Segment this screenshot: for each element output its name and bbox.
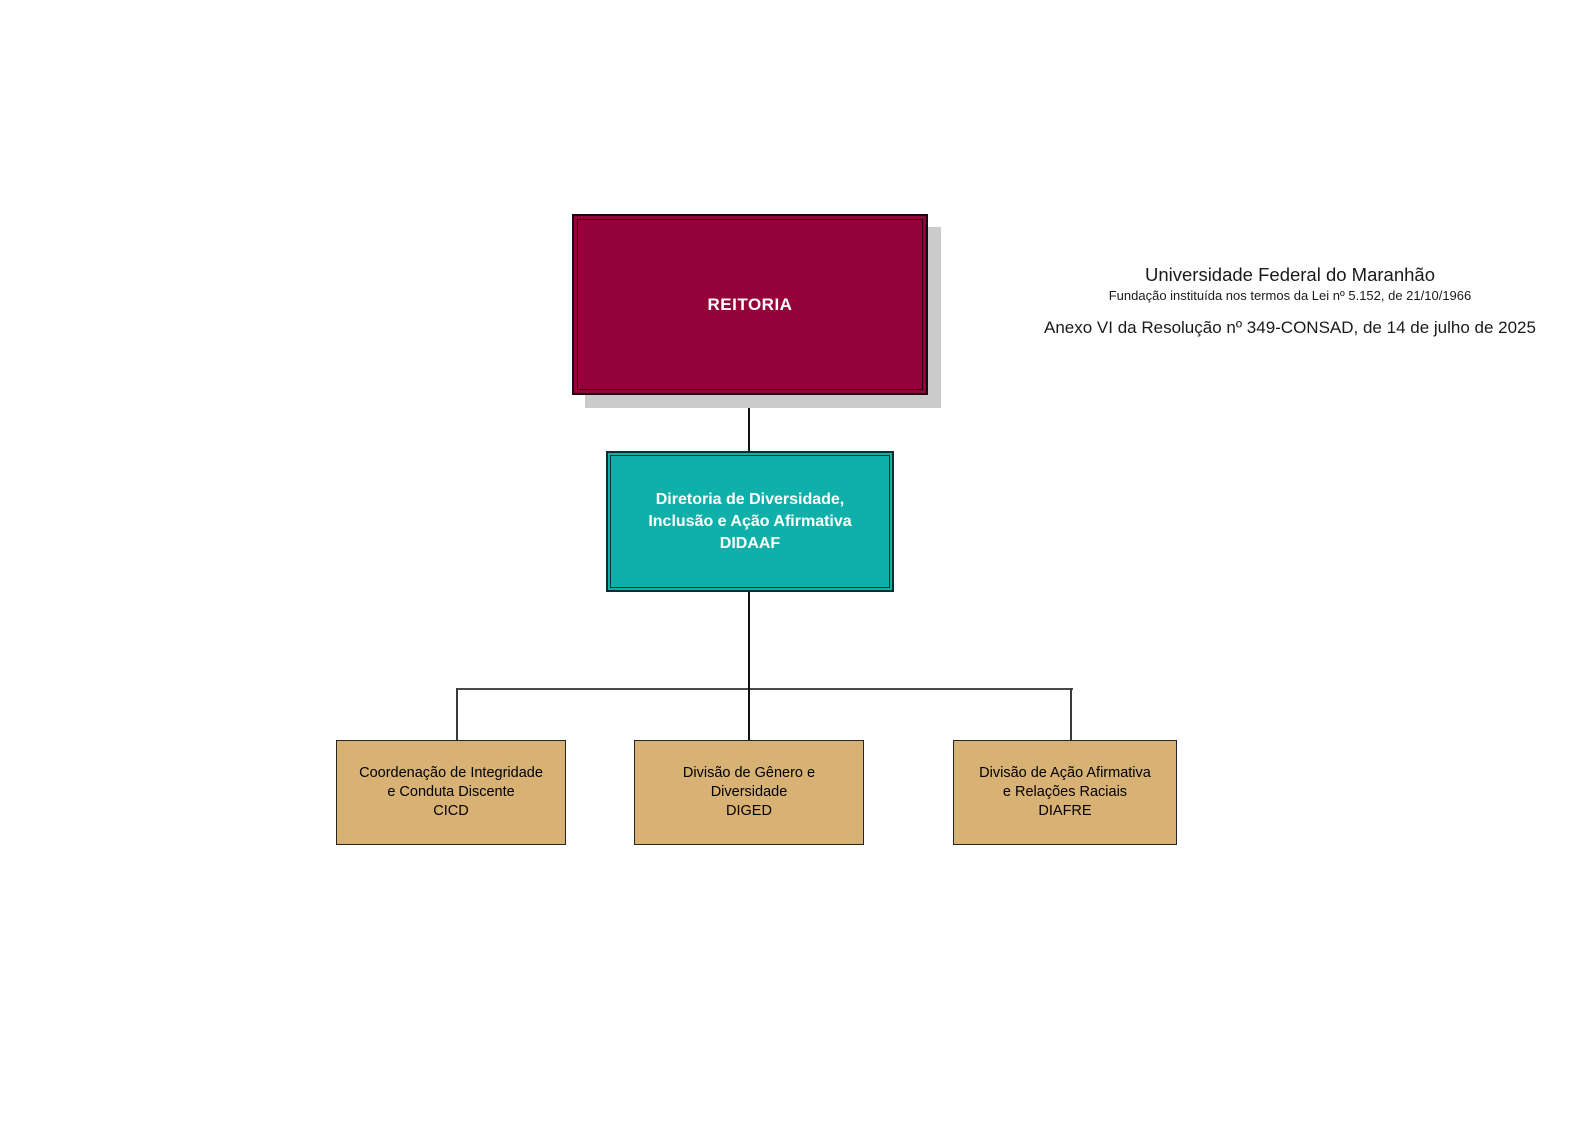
org-box-diafre-inner xyxy=(954,741,1176,844)
org-box-diafre-label xyxy=(979,764,1151,821)
connector-root-to-director xyxy=(748,395,750,451)
connector-drop-diged xyxy=(748,688,750,740)
org-box-didaaf-acronym: DIDAAF xyxy=(719,534,781,552)
org-box-reitoria-label: REITORIA xyxy=(707,294,793,314)
org-box-diged-label xyxy=(683,764,815,821)
org-box-diged-line2: Diversidade xyxy=(710,784,788,800)
org-box-didaaf-inner xyxy=(610,455,890,588)
org-box-cicd-line1: Coordenação de Integridade xyxy=(359,765,543,781)
org-box-cicd-inner xyxy=(337,741,565,844)
org-box-diafre-acronym: DIAFRE xyxy=(1038,803,1092,819)
institution-subtitle: Fundação instituída nos termos da Lei nº 5.152, de 21/10/1966 xyxy=(1108,288,1472,303)
org-box-diafre-line1: Divisão de Ação Afirmativa xyxy=(979,765,1151,781)
connector-drop-diafre xyxy=(1070,688,1072,740)
org-box-didaaf-line2: Inclusão e Ação Afirmativa xyxy=(648,512,852,530)
org-box-didaaf xyxy=(606,451,894,592)
org-box-reitoria-inner xyxy=(577,219,923,390)
connector-branch-horizontal xyxy=(456,688,1073,690)
org-box-diged-inner xyxy=(635,741,863,844)
institution-header xyxy=(1040,264,1540,339)
org-box-cicd-line2: e Conduta Discente xyxy=(387,784,515,800)
connector-director-stem xyxy=(748,592,750,688)
org-box-cicd-label xyxy=(359,764,543,821)
institution-title: Universidade Federal do Maranhão xyxy=(1144,264,1435,285)
org-box-diafre-line2: e Relações Raciais xyxy=(1002,784,1128,800)
org-box-reitoria xyxy=(572,214,928,395)
org-box-diged xyxy=(634,740,864,845)
org-box-diafre xyxy=(953,740,1177,845)
annex-title: Anexo VI da Resolução nº 349-CONSAD, de 14 de julho de 2025 xyxy=(1044,318,1536,337)
org-box-cicd-acronym: CICD xyxy=(433,803,469,819)
org-box-diged-acronym: DIGED xyxy=(726,803,772,819)
org-box-didaaf-line1: Diretoria de Diversidade, xyxy=(655,490,845,508)
org-box-didaaf-label xyxy=(648,489,851,555)
connector-drop-cicd xyxy=(456,688,458,740)
org-box-cicd xyxy=(336,740,566,845)
org-box-diged-line1: Divisão de Gênero e xyxy=(682,765,816,781)
